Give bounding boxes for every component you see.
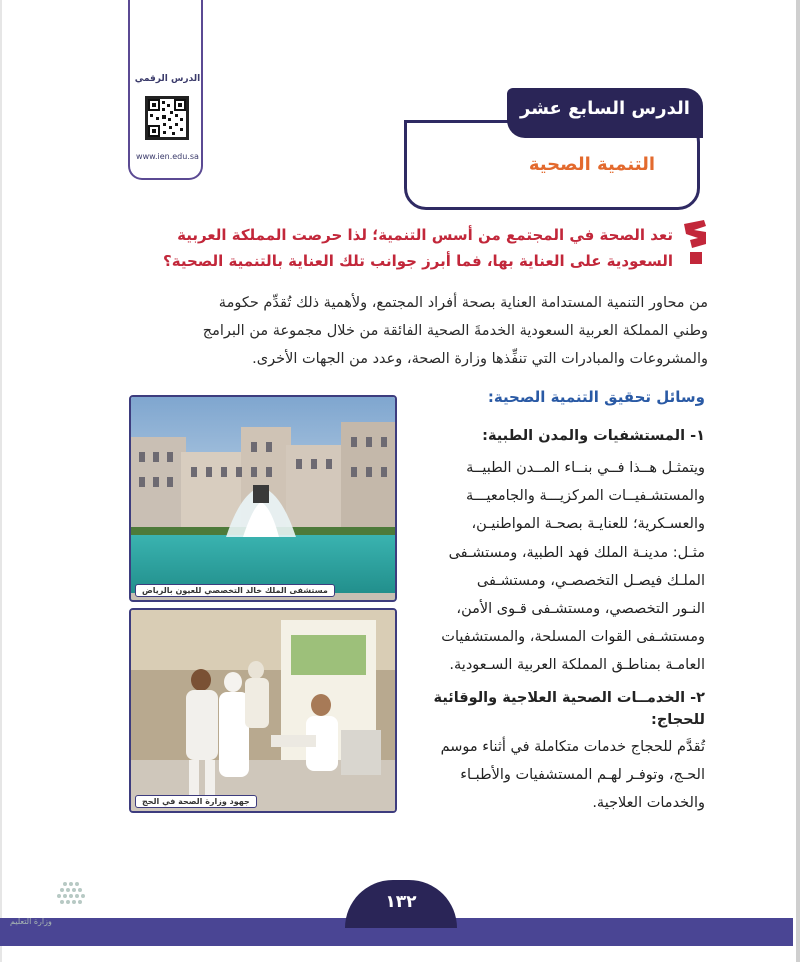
ministry-logo-text: وزارة التعليم — [10, 917, 52, 926]
section-heading — [400, 687, 705, 731]
digital-lesson-card[interactable] — [128, 0, 203, 180]
section-body — [400, 733, 705, 818]
page-edge-right — [796, 0, 800, 962]
page-edge-left — [0, 0, 2, 962]
paragraph-line: ومستشـفى القوات المسلحة، والمستشفيات — [441, 629, 705, 646]
lesson-number-label: الدرس السابع عشر — [520, 98, 690, 119]
paragraph-line: والمستشـفيــات المركزيـــة والجامعيـــة — [466, 488, 705, 505]
paragraph-line: وطني المملكة العربية السعودية الخدمةَ الصحية الفائقة من خلال مجموعة من البرامج — [202, 323, 708, 339]
question-line: تعد الصحة في المجتمع من أسس التنمية؛ لذا حرصت المملكة العربية — [177, 226, 673, 244]
digital-lesson-url[interactable]: www.ien.edu.sa — [136, 152, 199, 161]
paragraph-line: العامـة بمناطـق المملكة العربية السـعودية. — [449, 657, 705, 674]
question-line: السعودية على العناية بها، فما أبرز جوانب تلك العناية بالتنمية الصحية؟ — [163, 252, 673, 270]
paragraph-line: النـور التخصصي، ومستشـفى قـوى الأمن، — [456, 601, 705, 618]
lesson-title: التنمية الصحية — [528, 154, 655, 175]
qr-code-icon[interactable] — [145, 96, 189, 140]
paragraph-line: والعسـكرية؛ للعنايـة بصحـة المواطنيـن، — [471, 516, 705, 533]
hospital-illustration — [131, 397, 395, 600]
means-heading: وسائل تحقيق التنمية الصحية: — [487, 388, 705, 406]
section-heading: ١- المستشفيات والمدن الطبية: — [482, 428, 705, 444]
paragraph-line: الملـك فيصـل التخصصـي، ومستشـفى — [476, 572, 705, 589]
heading-line: ٢- الخدمــات الصحية العلاجية والوقائية — [433, 690, 705, 706]
heading-line: للحجاج: — [651, 712, 705, 728]
hospital-photo — [129, 395, 397, 602]
guiding-question — [110, 222, 673, 274]
paragraph-line: والخدمات العلاجية. — [592, 795, 705, 812]
section-body — [400, 454, 705, 680]
hajj-health-photo — [129, 608, 397, 813]
digital-lesson-label: الدرس الرقمي — [134, 74, 201, 84]
photo-caption: مستشفى الملك خالد التخصصي للعيون بالرياض — [135, 584, 335, 597]
ministry-logo-icon — [10, 878, 100, 920]
paragraph-line: من محاور التنمية المستدامة العناية بصحة أفراد المجتمع، ولأهمية ذلك تُقدِّم حكومة — [218, 295, 708, 311]
paragraph-line: مثـل: مدينـة الملك فهد الطبية، ومستشـفى — [448, 544, 705, 561]
page-number: ١٣٢ — [385, 892, 417, 912]
paragraph-line: والمشروعات والمبادرات التي تنفِّذها وزارة الصحة، وعدد من الجهات الأخرى. — [252, 351, 708, 367]
hajj-illustration — [131, 610, 395, 811]
intro-paragraph — [110, 289, 708, 373]
paragraph-line: ويتمثـل هــذا فــي بنــاء المــدن الطبيــة — [466, 460, 705, 476]
paragraph-line: تُقدَّم للحجاج خدمات متكاملة في أثناء موسم — [440, 739, 705, 755]
paragraph-line: الحـج، وتوفـر لهـم المستشفيات والأطبـاء — [460, 767, 705, 784]
photo-caption: جهود وزارة الصحة في الحج — [135, 795, 257, 808]
question-mark-icon — [680, 218, 710, 268]
